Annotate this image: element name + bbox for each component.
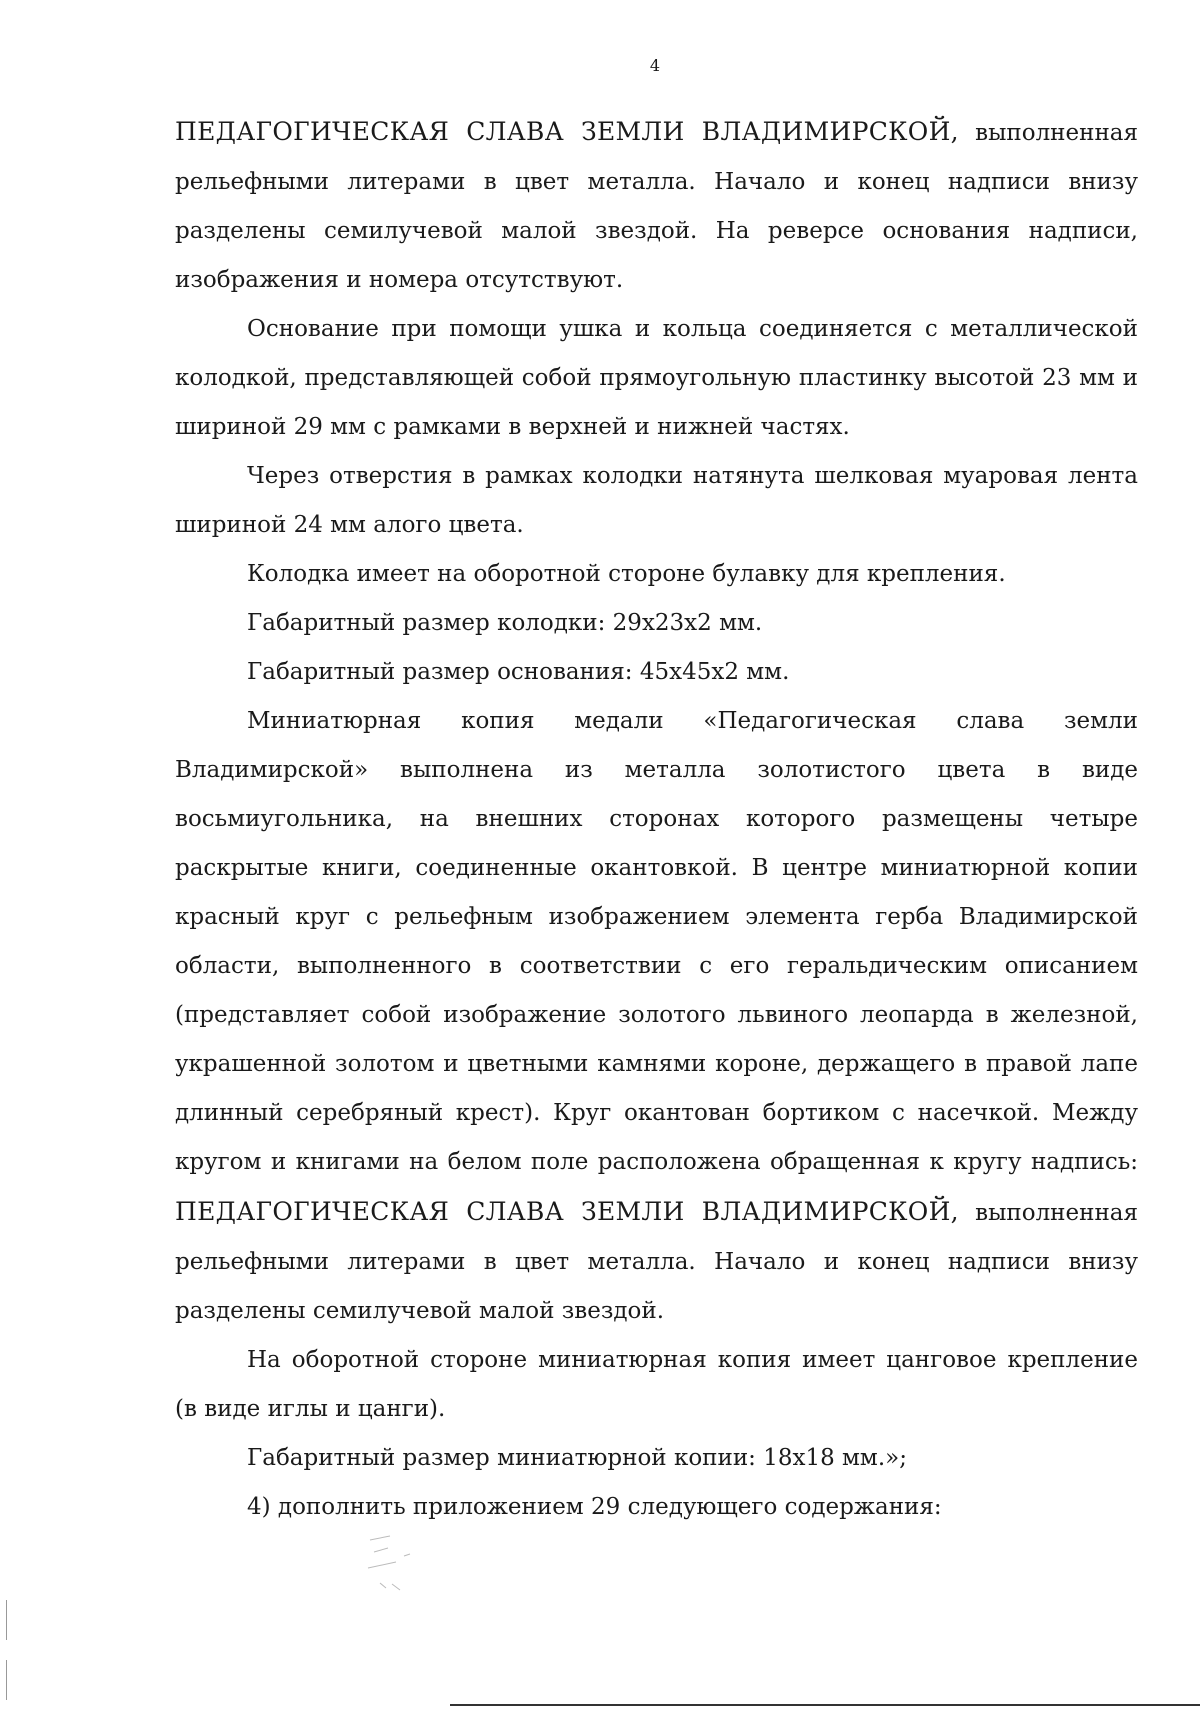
document-body (175, 107, 1138, 1532)
paragraph-text: выполненная рельефными литерами в цвет металла. Начало и конец надписи внизу разделены семилучевой малой звездой. На реверсе основания надписи, изображения и номера отсутствуют. (175, 120, 1138, 293)
paragraph-text: Габаритный размер основания: 45x45x2 мм. (247, 659, 790, 685)
page-number: 4 (649, 56, 661, 75)
paragraph (175, 305, 1138, 452)
paragraph (175, 648, 1138, 697)
paragraph (175, 1336, 1138, 1434)
paragraph-text: выполненная рельефными литерами в цвет металла. Начало и конец надписи внизу разделены семилучевой малой звездой. (175, 1200, 1138, 1324)
inscription-text: ПЕДАГОГИЧЕСКАЯ СЛАВА ЗЕМЛИ ВЛАДИМИРСКОЙ, (175, 117, 959, 146)
paragraph-text: Миниатюрная копия медали «Педагогическая слава земли Владимирской» выполнена из металла золотистого цвета в виде восьмиугольника, на внешних сторонах которого размещены четыре раскрытые книги, соединенные окантовкой. В центре миниатюрной копии красный круг с рельефным изображением элемента герба Владимирской области, выполненного в соответствии с его геральдическим описанием (представляет собой изображение золотого львиного леопарда в железной, украшенной золотом и цветными камнями короне, держащего в правой лапе длинный серебряный крест). Круг окантован бортиком с насечкой. Между кругом и книгами на белом поле расположена обращенная к кругу надпись: (175, 708, 1138, 1175)
paragraph (175, 107, 1138, 305)
paragraph (175, 697, 1138, 1336)
paragraph-text: Основание при помощи ушка и кольца соединяется с металлической колодкой, представляющей собой прямоугольную пластинку высотой 23 мм и шириной 29 мм с рамками в верхней и нижней частях. (175, 316, 1138, 440)
paragraph (175, 1434, 1138, 1483)
paragraph-text: Через отверстия в рамках колодки натянута шелковая муаровая лента шириной 24 мм алого цвета. (175, 463, 1138, 538)
margin-mark (6, 1660, 7, 1700)
paragraph-text: Колодка имеет на оборотной стороне булавку для крепления. (247, 561, 1006, 587)
paragraph (175, 599, 1138, 648)
paragraph-text: Габаритный размер миниатюрной копии: 18x18 мм.»; (247, 1445, 907, 1471)
margin-mark (6, 1600, 7, 1640)
paragraph (175, 1483, 1138, 1532)
bottom-rule (450, 1704, 1200, 1706)
inscription-text: ПЕДАГОГИЧЕСКАЯ СЛАВА ЗЕМЛИ ВЛАДИМИРСКОЙ, (175, 1197, 959, 1226)
paragraph-text: На оборотной стороне миниатюрная копия имеет цанговое крепление (в виде иглы и цанги). (175, 1347, 1138, 1422)
paragraph-text: Габаритный размер колодки: 29x23x2 мм. (247, 610, 763, 636)
scan-artifact (360, 1528, 450, 1598)
paragraph-text: 4) дополнить приложением 29 следующего содержания: (247, 1494, 942, 1520)
paragraph (175, 550, 1138, 599)
paragraph (175, 452, 1138, 550)
